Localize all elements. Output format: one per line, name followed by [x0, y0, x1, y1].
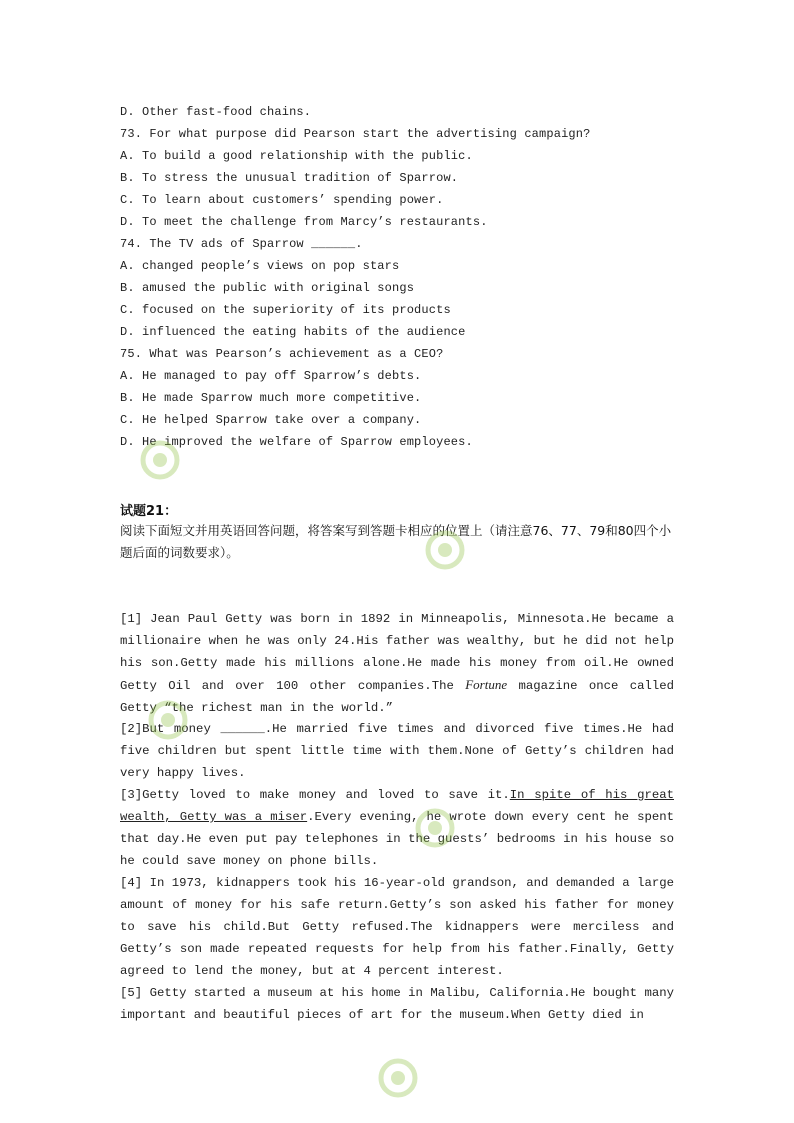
question-line: A. He managed to pay off Sparrow’s debts. [120, 369, 422, 383]
underlined-sentence: In spite of his great wealth, Getty was a miser [120, 788, 674, 824]
question-line: C. focused on the superiority of its products [120, 303, 451, 317]
question-line: B. amused the public with original songs [120, 281, 415, 295]
passage-paragraph-4: [4] In 1973, kidnappers took his 16-year-old grandson, and demanded a large amount of money for his safe return.Getty’s son asked his father for money to save his child.But Getty refused.The kidnappers were merciless and Getty’s son made repeated requests for help from his father.Finally, Getty agreed to lend the money, but at 4 percent interest. [120, 876, 674, 978]
section-title: 试题21： [120, 504, 178, 519]
passage-paragraph-5: [5] Getty started a museum at his home in Malibu, California.He bought many important and beautiful pieces of art for the museum.When Getty died in [120, 986, 674, 1022]
watermark-logo-icon [378, 1058, 418, 1098]
question-line: B. He made Sparrow much more competitive. [120, 391, 422, 405]
question-line: A. changed people’s views on pop stars [120, 259, 400, 273]
question-line: C. He helped Sparrow take over a company. [120, 413, 422, 427]
question-line: 75. What was Pearson’s achievement as a CEO? [120, 347, 444, 361]
question-line: 73. For what purpose did Pearson start the advertising campaign? [120, 127, 591, 141]
passage-paragraph-1: [1] Jean Paul Getty was born in 1892 in Minneapolis, Minnesota.He became a millionaire when he was only 24.His father was wealthy, but he did not help his son.Getty made his millions alone.He made his money from oil.He owned Getty Oil and over 100 other companies.The Fortune magazine once called Getty “the richest man in the world.” [120, 612, 675, 715]
question-line: 74. The TV ads of Sparrow ______. [120, 237, 363, 251]
question-line: D. To meet the challenge from Marcy’s restaurants. [120, 215, 488, 229]
question-line: C. To learn about customers’ spending power. [120, 193, 444, 207]
question-line: D. Other fast-food chains. [120, 105, 312, 119]
question-line: B. To stress the unusual tradition of Sparrow. [120, 171, 459, 185]
passage-paragraph-2: [2]But money ______.He married five times and divorced five times.He had five children but spent little time with them.None of Getty’s children had very happy lives. [120, 722, 674, 780]
question-line: D. influenced the eating habits of the audience [120, 325, 466, 339]
question-line: D. He improved the welfare of Sparrow employees. [120, 435, 473, 449]
question-line: A. To build a good relationship with the public. [120, 149, 473, 163]
section-instruction: 阅读下面短文并用英语回答问题，将答案写到答题卡相应的位置上（请注意76、77、79和80四个小题后面的词数要求）。 [120, 523, 672, 560]
passage-paragraph-3: [3]Getty loved to make money and loved to save it.In spite of his great wealth, Getty was a miser.Every evening, he wrote down every cent he spent that day.He even put pay telephones in the guests’ bedrooms in his house so he could save money on phone bills. [120, 788, 674, 868]
